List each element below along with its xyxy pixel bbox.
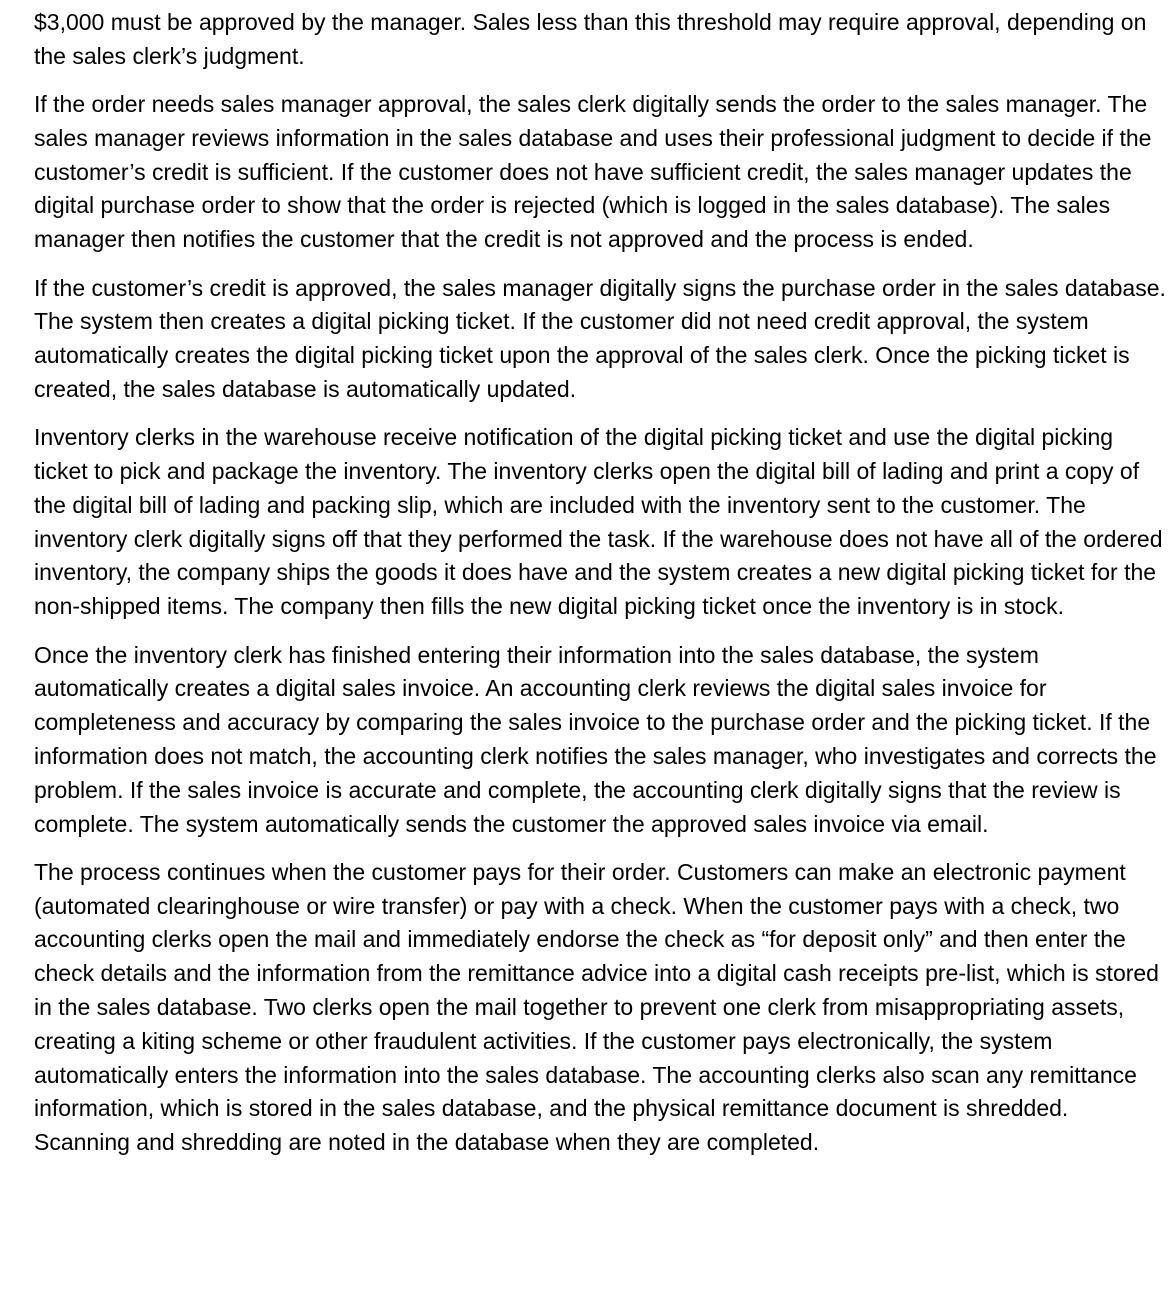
paragraph-sales-invoice: Once the inventory clerk has finished entering their information into the sales database, the system automatically creates a digital sales invoice. An accounting clerk reviews the digital sales invoice for completeness and accuracy by comparing the sales invoice to the purchase order and the picking ticket. If the information does not match, the accounting clerk notifies the sales manager, who investigates and corrects the problem. If the sales invoice is accurate and complete, the accounting clerk digitally signs that the review is complete. The system automatically sends the customer the approved sales invoice via email. xyxy=(34,641,1157,837)
paragraph-customer-payment: The process continues when the customer pays for their order. Customers can make an electronic payment (automated clearinghouse or wire transfer) or pay with a check. When the customer pays with a check, two accounting clerks open the mail and immediately endorse the check as “for deposit only” and then enter the check details and the information from the remittance advice into a digital cash receipts pre-list, which is stored in the sales database. Two clerks open the mail together to prevent one clerk from misappropriating assets, creating a kiting scheme or other fraudulent activities. If the customer pays electronically, the system automatically enters the information into the sales database. The accounting clerks also scan any remittance information, which is stored in the sales database, and the physical remittance document is shredded. Scanning and shredding are noted in the database when they are completed. xyxy=(34,858,1159,1156)
paragraph-sales-manager-approval: If the order needs sales manager approval, the sales clerk digitally sends the order to the sales manager. The sales manager reviews information in the sales database and uses their professional judgment to decide if the customer’s credit is sufficient. If the customer does not have sufficient credit, the sales manager updates the digital purchase order to show that the order is rejected (which is logged in the sales database). The sales manager then notifies the customer that the credit is not approved and the process is ended. xyxy=(34,91,1152,253)
paragraph-approval-threshold: $3,000 must be approved by the manager. Sales less than this threshold may require approval, depending on the sales clerk’s judgment. xyxy=(34,9,1147,69)
paragraph-inventory-clerks: Inventory clerks in the warehouse receive notification of the digital picking ticket and use the digital picking ticket to pick and package the inventory. The inventory clerks open the digital bill of lading and print a copy of the digital bill of lading and packing slip, which are included with the inventory sent to the customer. The inventory clerk digitally signs off that they performed the task. If the warehouse does not have all of the ordered inventory, the company ships the goods it does have and the system creates a new digital picking ticket for the non-shipped items. The company then fills the new digital picking ticket once the inventory is in stock. xyxy=(34,424,1163,620)
paragraph-credit-approved: If the customer’s credit is approved, the sales manager digitally signs the purchase order in the sales database. The system then creates a digital picking ticket. If the customer did not need credit approval, the system automatically creates the digital picking ticket upon the approval of the sales clerk. Once the picking ticket is created, the sales database is automatically updated. xyxy=(34,274,1166,402)
